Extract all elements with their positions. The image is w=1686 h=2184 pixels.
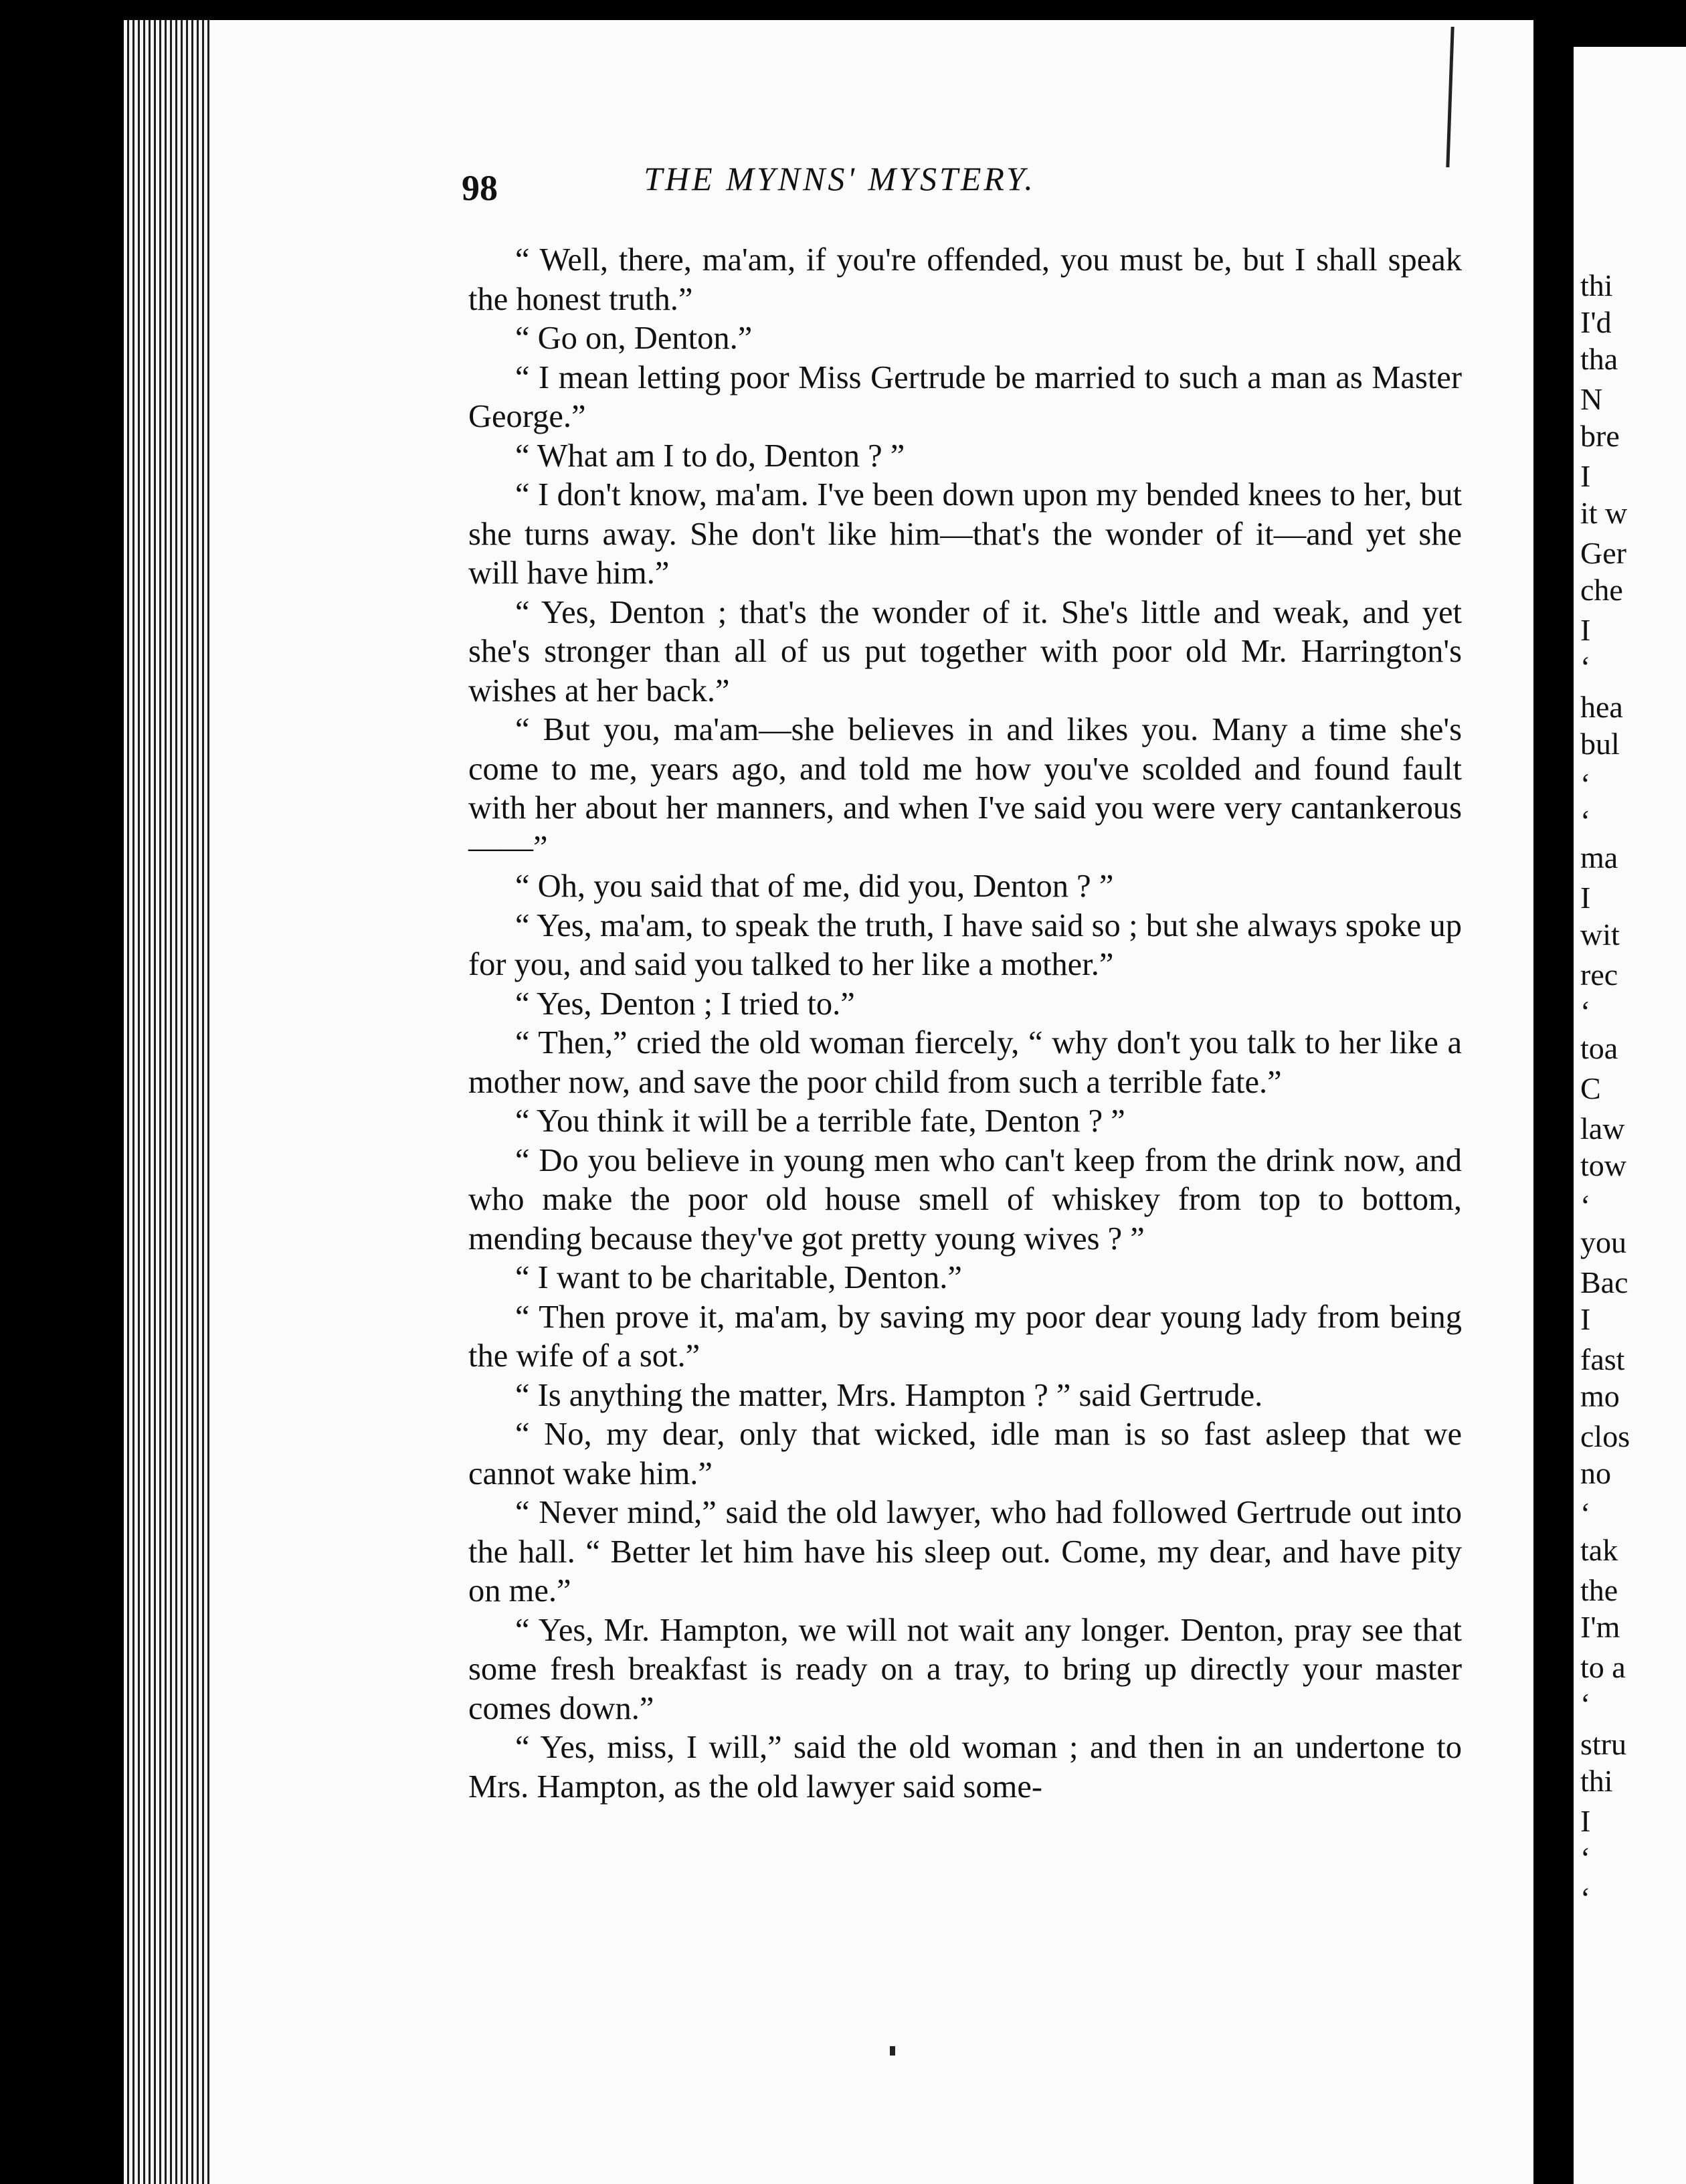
- scan-border-left: [0, 0, 124, 2184]
- facing-page-fragment: mo: [1580, 1379, 1620, 1413]
- facing-page-fragment: N: [1580, 382, 1603, 416]
- facing-page-fragment: I: [1580, 1302, 1591, 1336]
- ink-speck: [890, 2046, 895, 2056]
- facing-page-fragment: ‘: [1580, 1881, 1591, 1915]
- page-number: 98: [462, 168, 498, 208]
- facing-page-fragment: bul: [1580, 727, 1620, 761]
- facing-page-fragment: law: [1580, 1111, 1625, 1146]
- facing-page-fragment: ‘: [1580, 1496, 1591, 1530]
- facing-page-fragment: Ger: [1580, 536, 1626, 570]
- facing-page-fragment: to a: [1580, 1650, 1626, 1684]
- book-page-edges: [124, 20, 211, 2184]
- paragraph: “ Yes, Denton ; I tried to.”: [515, 986, 855, 1022]
- facing-page-fragment: thi: [1580, 1764, 1613, 1798]
- paragraph: “ I don't know, ma'am. I've been down upon my bended knees to her, but she turns away. She don't like him—that's the wonder of it—and yet she will have him.”: [468, 477, 1462, 591]
- facing-page-fragment: ‘: [1580, 1188, 1591, 1222]
- facing-page-fragment: ‘: [1580, 650, 1591, 684]
- facing-page-fragment: I: [1580, 1804, 1591, 1838]
- paragraph: “ Then,” cried the old woman fiercely, “ why don't you talk to her like a mother now, and save the poor child from such a terrible fate.”: [468, 1025, 1462, 1100]
- paragraph: “ Never mind,” said the old lawyer, who had followed Gertrude out into the hall. “ Better let him have his sleep out. Come, my dear, and have pity on me.”: [468, 1495, 1462, 1609]
- facing-page-fragment: ‘: [1580, 1687, 1591, 1721]
- facing-page-fragment: I: [1580, 613, 1591, 647]
- book-gutter: [1533, 0, 1574, 2184]
- facing-page-fragment: ma: [1580, 840, 1618, 875]
- facing-page-fragment: tha: [1580, 342, 1618, 376]
- facing-page-fragment: I'm: [1580, 1610, 1620, 1644]
- paragraph: “ No, my dear, only that wicked, idle man is so fast asleep that we cannot wake him.”: [468, 1417, 1462, 1491]
- facing-page-fragment: clos: [1580, 1419, 1630, 1453]
- facing-page-fragment: I'd: [1580, 305, 1612, 339]
- paragraph: “ Then prove it, ma'am, by saving my poor dear young lady from being the wife of a sot.”: [468, 1299, 1462, 1374]
- paragraph: “ Oh, you said that of me, did you, Denton ? ”: [515, 869, 1114, 904]
- facing-page-fragment: tak: [1580, 1533, 1618, 1567]
- paragraph: “ But you, ma'am—she believes in and likes you. Many a time she's come to me, years ago, and told me how you've scolded and found fault with her about her manners, and when I've said you were very cantankerous——”: [468, 712, 1462, 865]
- facing-page-fragment: Bac: [1580, 1265, 1628, 1299]
- facing-page-fragment: ‘: [1580, 767, 1591, 801]
- facing-page-fragment: ‘: [1580, 804, 1591, 838]
- body-text: [468, 241, 1462, 1807]
- paragraph: “ I want to be charitable, Denton.”: [515, 1260, 962, 1295]
- paragraph: “ Go on, Denton.”: [515, 321, 753, 356]
- facing-page-fragment: tow: [1580, 1148, 1626, 1182]
- facing-page-fragment: ‘: [1580, 1841, 1591, 1875]
- facing-page-fragment: thi: [1580, 268, 1613, 302]
- facing-page-fragment: wit: [1580, 917, 1620, 951]
- facing-page-fragment: you: [1580, 1225, 1626, 1259]
- facing-page-fragment: rec: [1580, 958, 1618, 992]
- facing-page-fragment: I: [1580, 881, 1591, 915]
- facing-page: [1574, 47, 1686, 2184]
- facing-page-fragment: the: [1580, 1573, 1618, 1607]
- facing-page-fragment: fast: [1580, 1342, 1625, 1376]
- paragraph: “ You think it will be a terrible fate, Denton ? ”: [515, 1103, 1125, 1139]
- facing-page-fragment: che: [1580, 573, 1623, 607]
- paragraph: “ Yes, miss, I will,” said the old woman ; and then in an undertone to Mrs. Hampton, as the old lawyer said some-: [468, 1730, 1462, 1805]
- facing-page-fragment: C: [1580, 1071, 1601, 1105]
- facing-page-fragment: toa: [1580, 1031, 1618, 1065]
- facing-page-fragment: bre: [1580, 419, 1620, 453]
- facing-page-fragment: no: [1580, 1456, 1611, 1490]
- paragraph: “ Is anything the matter, Mrs. Hampton ? ” said Gertrude.: [515, 1377, 1263, 1413]
- paragraph: “ Do you believe in young men who can't keep from the drink now, and who make the poor old house smell of whiskey from top to bottom, mending because they've got pretty young wives ? ”: [468, 1142, 1462, 1257]
- facing-page-fragment: hea: [1580, 690, 1623, 724]
- facing-page-fragment: ‘: [1580, 994, 1591, 1028]
- facing-page-fragment: stru: [1580, 1727, 1626, 1761]
- facing-page-fragment: it w: [1580, 496, 1628, 530]
- paragraph: “ I mean letting poor Miss Gertrude be married to such a man as Master George.”: [468, 359, 1462, 434]
- paragraph: “ Well, there, ma'am, if you're offended, you must be, but I shall speak the honest truth.”: [468, 242, 1462, 317]
- facing-page-fragment: I: [1580, 459, 1591, 493]
- paragraph: “ Yes, ma'am, to speak the truth, I have said so ; but she always spoke up for you, and said you talked to her like a mother.”: [468, 907, 1462, 982]
- paragraph: “ Yes, Denton ; that's the wonder of it. She's little and weak, and yet she's stronger than all of us put together with poor old Mr. Harrington's wishes at her back.”: [468, 594, 1462, 709]
- paragraph: “ What am I to do, Denton ? ”: [515, 438, 905, 474]
- running-title: THE MYNNS' MYSTERY.: [644, 160, 1036, 197]
- paragraph: “ Yes, Mr. Hampton, we will not wait any longer. Denton, pray see that some fresh breakfast is ready on a tray, to bring up directly your master comes down.”: [468, 1612, 1462, 1726]
